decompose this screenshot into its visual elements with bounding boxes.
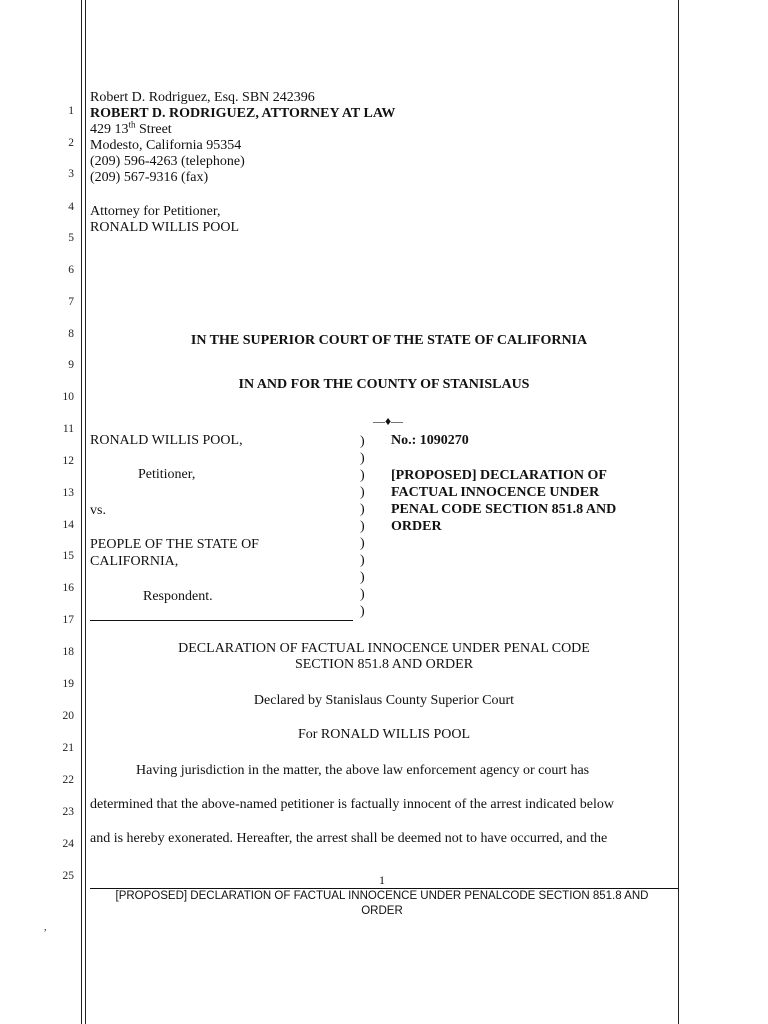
line-number: 3 (68, 168, 74, 180)
right-margin-rule (678, 0, 679, 1024)
document-title-line-1: [PROPOSED] DECLARATION OF (391, 468, 607, 483)
court-county: IN AND FOR THE COUNTY OF STANISLAUS (238, 377, 530, 392)
court-title: IN THE SUPERIOR COURT OF THE STATE OF CALIFORNIA (190, 333, 588, 348)
line-number: 19 (62, 678, 74, 690)
line-number: 18 (62, 646, 74, 658)
respondent-name-line-2: CALIFORNIA, (90, 554, 179, 569)
petitioner-role: Petitioner, (138, 467, 196, 482)
declared-by: Declared by Stanislaus County Superior Court (253, 693, 515, 708)
caption-paren: ) (360, 502, 365, 517)
line-number: 7 (68, 296, 74, 308)
versus: vs. (90, 503, 106, 518)
line-number: 5 (68, 232, 74, 244)
respondent-role: Respondent. (143, 589, 213, 604)
caption-paren: ) (360, 536, 365, 551)
footer-title-line-2: ORDER (361, 905, 403, 917)
fax: (209) 567-9316 (fax) (90, 170, 209, 185)
caption-paren: ) (360, 570, 365, 585)
footer-title-line-1: [PROPOSED] DECLARATION OF FACTUAL INNOCENCE UNDER PENALCODE SECTION 851.8 AND (115, 890, 649, 902)
line-number: 25 (62, 870, 74, 882)
attorney-sbn: Robert D. Rodriguez, Esq. SBN 242396 (90, 90, 315, 105)
left-margin-rule-outer (81, 0, 82, 1024)
stray-mark: , (44, 922, 47, 933)
telephone: (209) 596-4263 (telephone) (90, 154, 245, 169)
attorney-for: Attorney for Petitioner, (90, 204, 221, 219)
body-paragraph-line-2: determined that the above-named petitioner is factually innocent of the arrest indicated below (90, 797, 615, 812)
caption-paren: ) (360, 485, 365, 500)
city-line: Modesto, California 95354 (90, 138, 242, 153)
client-name: RONALD WILLIS POOL (90, 220, 240, 235)
line-number: 21 (62, 742, 74, 754)
line-number: 10 (62, 391, 74, 403)
body-paragraph-line-3: and is hereby exonerated. Hereafter, the arrest shall be deemed not to have occurred, and the (90, 831, 608, 846)
line-number: 23 (62, 806, 74, 818)
line-number: 16 (62, 582, 74, 594)
line-number: 6 (68, 264, 74, 276)
line-number: 14 (62, 519, 74, 531)
street-name: Street (135, 122, 172, 137)
line-number: 13 (62, 487, 74, 499)
document-title-line-2: FACTUAL INNOCENCE UNDER (391, 485, 600, 500)
respondent-name-line-1: PEOPLE OF THE STATE OF (90, 537, 259, 552)
page-number: 1 (379, 873, 385, 887)
left-margin-rule-inner (85, 0, 86, 1024)
document-title-line-4: ORDER (391, 519, 442, 534)
line-number: 1 (68, 105, 74, 117)
line-number: 2 (68, 137, 74, 149)
line-number: 12 (62, 455, 74, 467)
body-heading-line-2: SECTION 851.8 AND ORDER (294, 657, 474, 672)
street-number: 429 13 (90, 122, 129, 137)
line-number: 20 (62, 710, 74, 722)
caption-underline (90, 620, 353, 621)
caption-paren: ) (360, 434, 365, 449)
street-address (90, 119, 172, 138)
line-number: 11 (62, 423, 74, 435)
line-number: 24 (62, 838, 74, 850)
line-number: 17 (62, 614, 74, 626)
line-number: 4 (68, 201, 74, 213)
line-number: 8 (68, 328, 74, 340)
street-ordinal: th (128, 119, 136, 130)
line-number: 15 (62, 550, 74, 562)
caption-paren: ) (360, 451, 365, 466)
caption-paren: ) (360, 519, 365, 534)
line-number: 9 (68, 359, 74, 371)
caption-paren: ) (360, 553, 365, 568)
caption-paren: ) (360, 604, 365, 619)
case-number: No.: 1090270 (391, 433, 469, 448)
petitioner-name: RONALD WILLIS POOL, (90, 433, 243, 448)
body-heading-line-1: DECLARATION OF FACTUAL INNOCENCE UNDER PENAL CODE (178, 641, 590, 656)
caption-paren: ) (360, 468, 365, 483)
line-number: 22 (62, 774, 74, 786)
for-petitioner: For RONALD WILLIS POOL (297, 727, 470, 742)
document-title-line-3: PENAL CODE SECTION 851.8 AND (391, 502, 617, 517)
ornament-divider: —♦— (372, 414, 404, 428)
caption-paren: ) (360, 587, 365, 602)
firm-name: ROBERT D. RODRIGUEZ, ATTORNEY AT LAW (90, 106, 396, 121)
caption-parentheses (360, 433, 370, 620)
body-paragraph-line-1: Having jurisdiction in the matter, the above law enforcement agency or court has (136, 763, 590, 778)
